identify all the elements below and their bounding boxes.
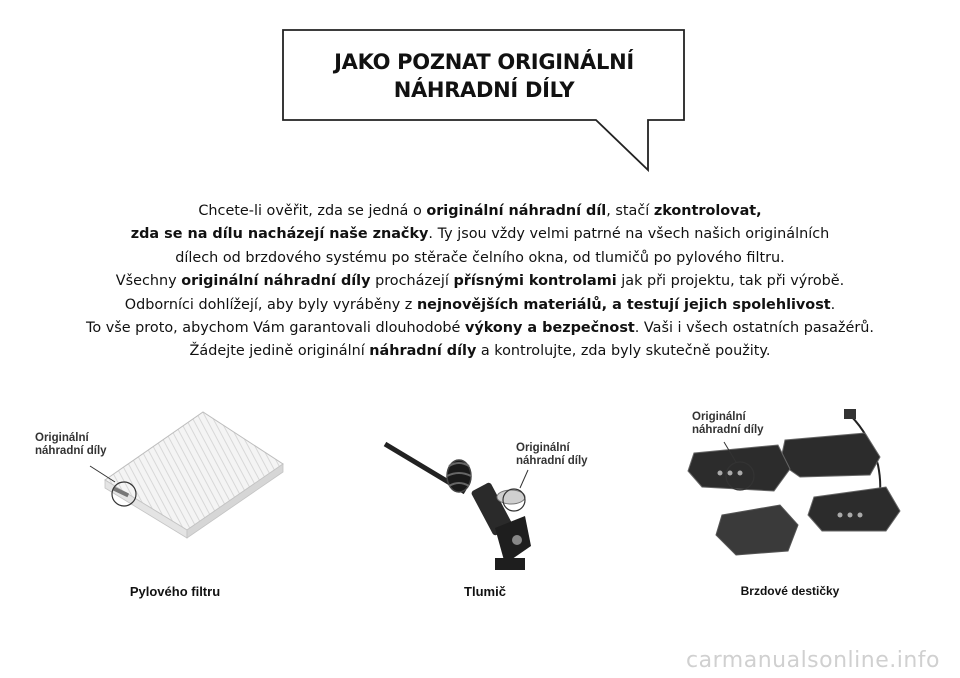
emphasis: zda se na dílu nacházejí naše značky	[130, 226, 429, 243]
shock-callout	[516, 442, 588, 468]
intro-line	[40, 294, 920, 317]
intro-line	[40, 270, 920, 293]
shock-caption: Tlumič	[464, 584, 506, 599]
text: . Vaši i všech ostatních pasažérů.	[634, 320, 874, 337]
callout-line: náhradní díly	[692, 424, 764, 436]
brake-callout	[692, 411, 764, 437]
watermark: carmanualsonline.info	[686, 648, 940, 673]
text: , stačí	[606, 203, 654, 219]
callout-line: Originální	[35, 432, 89, 444]
intro-line	[40, 340, 920, 363]
intro-paragraph	[40, 200, 920, 364]
callout-line: Originální	[516, 442, 570, 454]
text: .	[830, 296, 836, 313]
text: Všechny	[115, 273, 182, 290]
text: a kontrolujte, zda byly skutečně použity.	[476, 343, 771, 360]
intro-line	[40, 317, 920, 340]
filter-callout	[35, 432, 107, 458]
text: To vše proto, abychom Vám garantovali dlouhodobé	[85, 320, 465, 337]
callout-line: náhradní díly	[35, 445, 107, 457]
emphasis: zkontrolovat,	[653, 203, 762, 219]
emphasis: originální náhradní díl	[426, 203, 607, 219]
callout-circle	[710, 440, 780, 500]
text: dílech od brzdového systému po stěrače čelního okna, od tlumičů po pylového filtru.	[175, 249, 785, 266]
text: Žádejte jedině originální	[189, 343, 370, 360]
filter-caption: Pylového filtru	[129, 584, 221, 599]
text: . Ty jsou vždy velmi patrné na všech našich originálních	[428, 226, 830, 243]
text: Chcete-li ověřit, zda se jedná o	[198, 203, 427, 219]
callout-line: Originální	[692, 411, 746, 423]
emphasis: originální náhradní díly	[181, 273, 371, 290]
page-title	[284, 48, 684, 104]
brake-caption: Brzdové destičky	[740, 584, 840, 598]
emphasis: nejnovějších materiálů, a testují jejich spolehlivost	[416, 296, 831, 313]
emphasis: náhradní díly	[369, 343, 477, 360]
emphasis: výkony a bezpečnost	[464, 320, 635, 337]
title-line-2: NÁHRADNÍ DÍLY	[393, 78, 575, 102]
text: jak při projektu, tak při výrobě.	[616, 273, 845, 290]
intro-line	[40, 223, 920, 246]
intro-line	[40, 200, 920, 223]
intro-line	[40, 247, 920, 270]
text: procházejí	[370, 273, 454, 290]
callout-line: náhradní díly	[516, 455, 588, 467]
text: Odborníci dohlížejí, aby byly vyráběny z	[124, 296, 417, 313]
emphasis: přísnými kontrolami	[453, 273, 617, 290]
title-line-1: JAKO POZNAT ORIGINÁLNÍ	[334, 50, 634, 74]
